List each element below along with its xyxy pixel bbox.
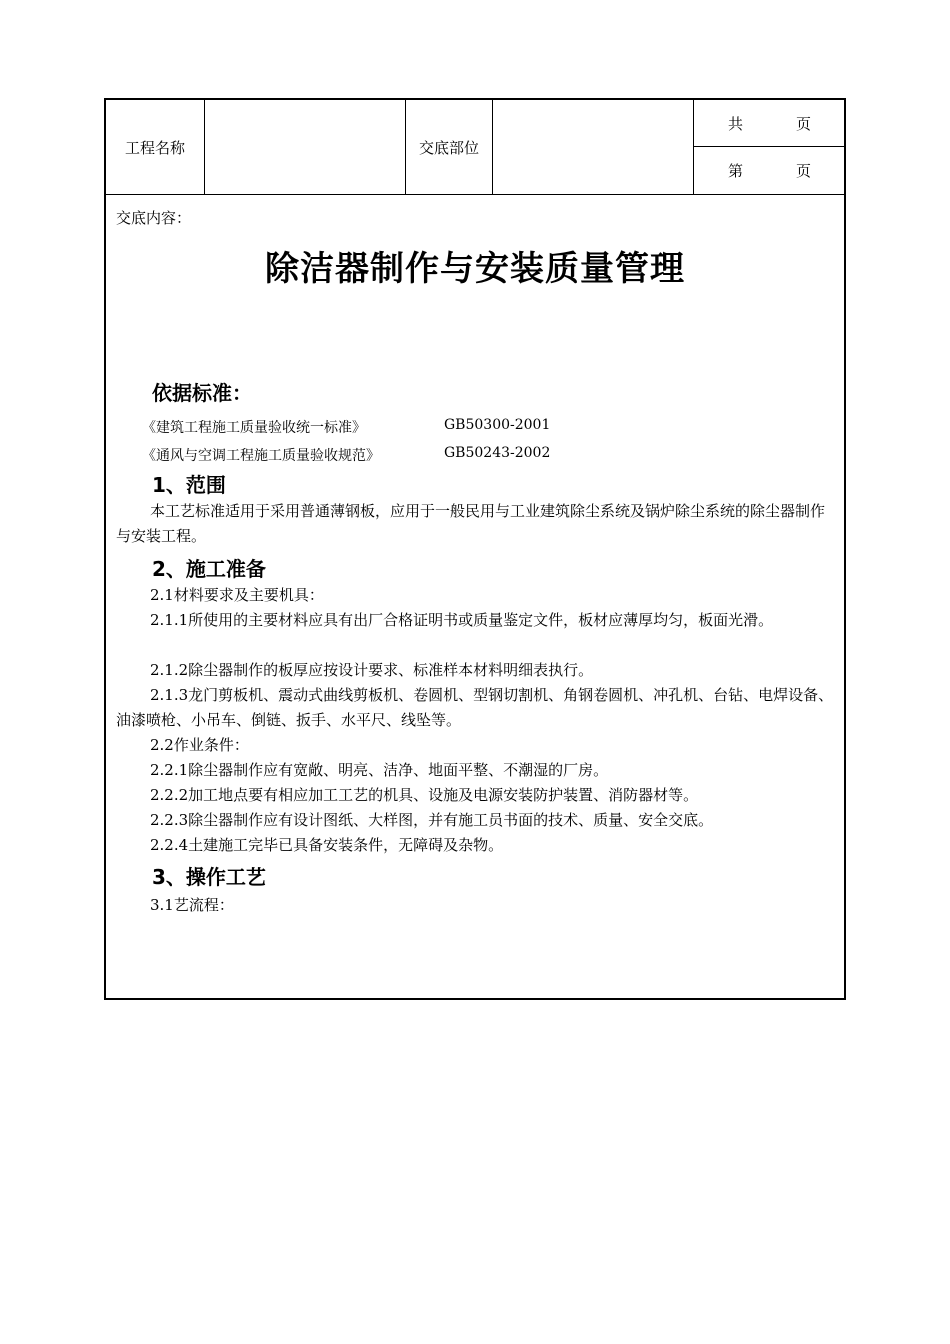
list-item: 2.2作业条件： xyxy=(150,736,249,754)
total-pages xyxy=(694,100,844,147)
form-header xyxy=(106,100,844,195)
standard-code: GB50300-2001 xyxy=(444,417,551,433)
list-item: 3.1艺流程： xyxy=(150,896,234,914)
page-label: 第 xyxy=(728,162,744,180)
section-3-heading: 3、操作工艺 xyxy=(152,865,266,889)
total-unit: 页 xyxy=(796,115,812,133)
list-item: 2.2.3除尘器制作应有设计图纸、大样图，并有施工员书面的技术、质量、安全交底。 xyxy=(150,811,714,829)
content-label: 交底内容： xyxy=(116,209,192,227)
document-title: 除洁器制作与安装质量管理 xyxy=(265,249,685,289)
section-1-text: 本工艺标准适用于采用普通薄钢板，应用于一般民用与工业建筑除尘系统及锅炉除尘系统的除尘器制作与安装工程。 xyxy=(116,502,826,545)
project-name-label: 工程名称 xyxy=(124,138,185,157)
section-1-heading: 1、范围 xyxy=(152,473,226,497)
standard-name: 《通风与空调工程施工质量验收规范》 xyxy=(142,448,380,464)
total-label: 共 xyxy=(728,115,744,133)
standard-code: GB50243-2002 xyxy=(444,445,551,461)
page-unit: 页 xyxy=(796,162,812,180)
basis-heading: 依据标准： xyxy=(152,381,252,405)
list-item: 2.2.4土建施工完毕已具备安装条件，无障碍及杂物。 xyxy=(150,836,504,854)
standard-name: 《建筑工程施工质量验收统一标准》 xyxy=(142,420,366,436)
list-item: 2.2.2加工地点要有相应加工工艺的机具、设施及电源安装防护装置、消防器材等。 xyxy=(150,786,699,804)
list-item: 2.1.2除尘器制作的板厚应按设计要求、标准样本材料明细表执行。 xyxy=(150,661,594,679)
location-label: 交底部位 xyxy=(418,138,479,157)
list-item: 2.2.1除尘器制作应有宽敞、明亮、洁净、地面平整、不潮湿的厂房。 xyxy=(150,761,609,779)
location-value xyxy=(493,100,693,194)
project-name-value xyxy=(205,100,405,194)
list-item: 2.1.1所使用的主要材料应具有出厂合格证明书或质量鉴定文件，板材应薄厚均匀，板面光滑。 xyxy=(150,611,774,629)
section-2-heading: 2、施工准备 xyxy=(152,557,266,581)
page-number xyxy=(694,147,844,194)
list-item: 2.1.3龙门剪板机、震动式曲线剪板机、卷圆机、型钢切割机、角钢卷圆机、冲孔机、台钻、电焊设备、油漆喷枪、小吊车、倒链、扳手、水平尺、线坠等。 xyxy=(116,686,834,729)
list-item: 2.1材料要求及主要机具： xyxy=(150,586,324,604)
disclosure-form xyxy=(104,98,846,1000)
